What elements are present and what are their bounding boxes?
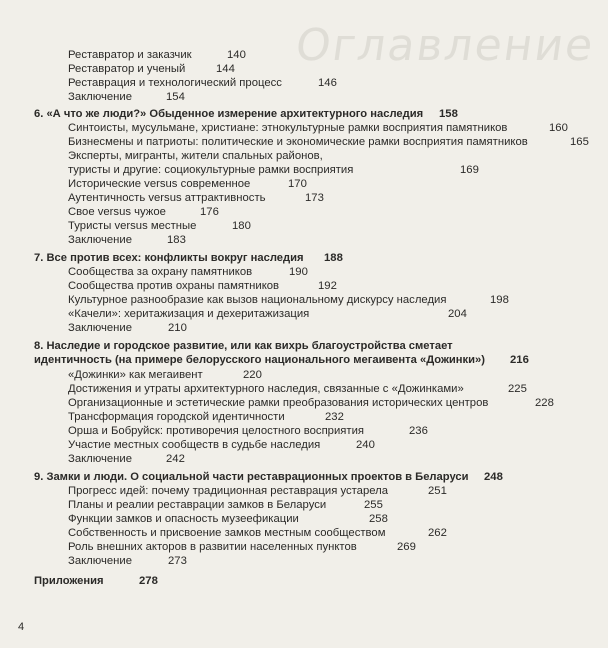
- section-title: Заключение: [68, 453, 132, 465]
- page-ref: 144: [216, 63, 235, 75]
- page-ref: 140: [227, 49, 246, 61]
- section-title: Аутентичность versus аттрактивность: [68, 192, 266, 204]
- section-title: Туристы versus местные: [68, 220, 197, 232]
- section-title: Реставратор и ученый: [68, 63, 186, 75]
- section-title: «Качели»: херитажизация и дехеритажизация: [68, 308, 310, 320]
- chapter-title: 9. Замки и люди. О социальной части реставрационных проектов в Беларуси: [34, 471, 469, 483]
- page-ref: 240: [356, 439, 375, 451]
- page-ref: 248: [484, 471, 503, 483]
- page-ref: 269: [397, 541, 416, 553]
- section-title: Исторические versus современное: [68, 178, 251, 190]
- section-title: туристы и другие: социокультурные рамки восприятия: [68, 164, 354, 176]
- section-title: Прогресс идей: почему традиционная реставрация устарела: [68, 485, 389, 497]
- page-ref: 188: [324, 252, 343, 264]
- page-ref: 146: [318, 77, 337, 89]
- page-ref: 169: [460, 164, 479, 176]
- section-title: Сообщества против охраны памятников: [68, 280, 280, 292]
- page-ref: 180: [232, 220, 251, 232]
- page-ref: 204: [448, 308, 467, 320]
- section-title: Роль внешних акторов в развитии населенных пунктов: [68, 541, 357, 553]
- section-title: Заключение: [68, 234, 132, 246]
- page-ref: 216: [510, 354, 529, 366]
- section-title: Собственность и присвоение замков местным сообществом: [68, 527, 386, 539]
- section-title: Реставрация и технологический процесс: [68, 77, 282, 89]
- section-title: Синтоисты, мусульмане, христиане: этнокультурные рамки восприятия памятников: [68, 122, 508, 134]
- page-ref: 251: [428, 485, 447, 497]
- page-ref: 170: [288, 178, 307, 190]
- section-title: Участие местных сообществ в судьбе наследия: [68, 439, 321, 451]
- page-ref: 236: [409, 425, 428, 437]
- section-title: Эксперты, мигранты, жители спальных районов,: [68, 150, 323, 162]
- page-ref: 210: [168, 322, 187, 334]
- section-title: «Дожинки» как мегаивент: [68, 369, 203, 381]
- page-ref: 192: [318, 280, 337, 292]
- section-title: Бизнесмены и патриоты: политические и экономические рамки восприятия памятников: [68, 136, 528, 148]
- page-ref: 183: [167, 234, 186, 246]
- chapter-title: Приложения: [34, 575, 104, 587]
- section-title: Организационные и эстетические рамки преобразования исторических центров: [68, 397, 489, 409]
- page-ref: 232: [325, 411, 344, 423]
- section-title: Заключение: [68, 91, 132, 103]
- section-title: Планы и реалии реставрации замков в Беларуси: [68, 499, 327, 511]
- page-ref: 190: [289, 266, 308, 278]
- section-title: Трансформация городской идентичности: [68, 411, 285, 423]
- contents-watermark: Оглавление: [292, 20, 598, 71]
- page-ref: 242: [166, 453, 185, 465]
- section-title: Сообщества за охрану памятников: [68, 266, 253, 278]
- page-ref: 154: [166, 91, 185, 103]
- section-title: Культурное разнообразие как вызов национальному дискурсу наследия: [68, 294, 447, 306]
- chapter-title: 7. Все против всех: конфликты вокруг наследия: [34, 252, 304, 264]
- page-ref: 225: [508, 383, 527, 395]
- page-number: 4: [18, 621, 25, 633]
- page-ref: 262: [428, 527, 447, 539]
- page-ref: 176: [200, 206, 219, 218]
- page-ref: 273: [168, 555, 187, 567]
- page-ref: 255: [364, 499, 383, 511]
- section-title: Достижения и утраты архитектурного наследия, связанные с «Дожинками»: [68, 383, 464, 395]
- page-ref: 198: [490, 294, 509, 306]
- section-title: Заключение: [68, 322, 132, 334]
- page-ref: 165: [570, 136, 589, 148]
- section-title: Орша и Бобруйск: противоречия целостного восприятия: [68, 425, 364, 437]
- page-ref: 160: [549, 122, 568, 134]
- page-ref: 158: [439, 108, 458, 120]
- page-ref: 228: [535, 397, 554, 409]
- chapter-title: 6. «А что же люди?» Обыденное измерение архитектурного наследия: [34, 108, 424, 120]
- section-title: Свое versus чужое: [68, 206, 166, 218]
- section-title: Реставратор и заказчик: [68, 49, 192, 61]
- page-ref: 173: [305, 192, 324, 204]
- page-ref: 278: [139, 575, 158, 587]
- section-title: Функции замков и опасность музеефикации: [68, 513, 299, 525]
- section-title: Заключение: [68, 555, 132, 567]
- chapter-title: 8. Наследие и городское развитие, или как вихрь благоустройства сметает: [34, 340, 453, 352]
- page-ref: 220: [243, 369, 262, 381]
- page-ref: 258: [369, 513, 388, 525]
- chapter-title: идентичность (на примере белорусского национального мегаивента «Дожинки»): [34, 354, 485, 366]
